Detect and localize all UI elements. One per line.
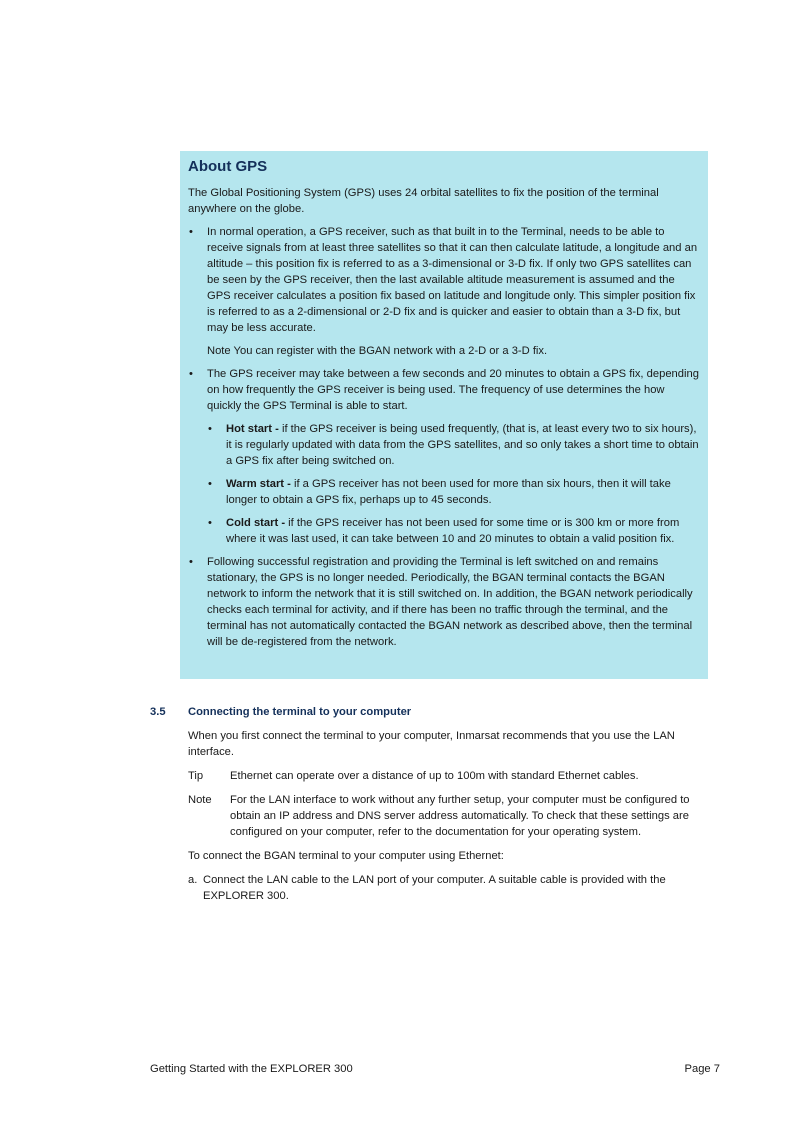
step-a-letter: a.	[188, 874, 198, 886]
sub-bullet-warm-start	[188, 476, 700, 508]
sub-bullet-text: if a GPS receiver has not been used for more than six hours, then it will take longer to obtain a GPS fix, perhaps up to 45 seconds.	[226, 478, 671, 506]
connect-intro	[188, 848, 720, 864]
sub-bullet-text: if the GPS receiver is being used frequently, (that is, at least every two to six hours), it is regularly updated with data from the GPS satellites, and so only takes a short time to obtain a GPS fix after being switched on.	[226, 423, 699, 467]
step-a-text: Connect the LAN cable to the LAN port of your computer. A suitable cable is provided with the EXPLORER 300.	[203, 874, 666, 902]
gps-bullet-3	[188, 554, 700, 650]
bullet-dot: •	[208, 517, 212, 529]
sub-bullet-label: Hot start -	[226, 423, 279, 435]
section-heading	[150, 704, 710, 720]
footer-doc-title: Getting Started with the EXPLORER 300	[150, 1063, 353, 1075]
gps-intro: The Global Positioning System (GPS) uses 24 orbital satellites to fix the position of the terminal anywhere on the globe.	[188, 187, 659, 215]
tip-row	[188, 768, 720, 784]
section-body	[188, 728, 720, 904]
bullet-dot: •	[208, 423, 212, 435]
tip-text: Ethernet can operate over a distance of up to 100m with standard Ethernet cables.	[230, 770, 639, 782]
gps-bullet-2-text: The GPS receiver may take between a few seconds and 20 minutes to obtain a GPS fix, depending on how frequently the GPS receiver is being used. The frequency of use determines the how quickly the GPS Terminal is able to start.	[207, 368, 699, 412]
gps-bullet-1	[188, 224, 700, 336]
section-intro-text: When you first connect the terminal to your computer, Inmarsat recommends that you use the LAN interface.	[188, 730, 675, 758]
bullet-dot: •	[208, 478, 212, 490]
gps-bullet-3-text: Following successful registration and providing the Terminal is left switched on and remains stationary, the GPS is no longer needed. Periodically, the BGAN terminal contacts the BGAN network to inform the network that it is still switched on. In addition, the BGAN network periodically checks each terminal for activity, and if there has been no traffic through the terminal, and the terminal has not automatically contacted the BGAN network as described above, then the terminal will be de-registered from the network.	[207, 556, 693, 648]
gps-bullet-1-note: Note You can register with the BGAN network with a 2-D or a 3-D fix.	[207, 345, 548, 357]
bullet-dot: •	[189, 368, 193, 380]
section-intro	[188, 728, 720, 760]
section-number: 3.5	[150, 706, 166, 718]
bullet-dot: •	[189, 226, 193, 238]
connect-intro-text: To connect the BGAN terminal to your computer using Ethernet:	[188, 850, 504, 862]
sub-bullet-label: Cold start -	[226, 517, 286, 529]
sub-bullet-label: Warm start -	[226, 478, 291, 490]
tip-label: Tip	[188, 770, 204, 782]
section-title: Connecting the terminal to your computer	[188, 706, 412, 718]
gps-bullet-2	[188, 366, 700, 414]
footer-page-number: Page 7	[684, 1063, 720, 1075]
note-row	[188, 792, 720, 840]
note-text: For the LAN interface to work without any further setup, your computer must be configured to obtain an IP address and DNS server address automatically. To check that these settings are configured on your computer, refer to the documentation for your operating system.	[230, 794, 690, 838]
sub-bullet-hot-start	[188, 421, 700, 469]
step-a	[188, 872, 720, 904]
sub-bullet-text: if the GPS receiver has not been used for some time or is 300 km or more from where it was last used, it can take between 10 and 20 minutes to obtain a valid position fix.	[226, 517, 680, 545]
gps-box-title: About GPS	[188, 158, 268, 175]
bullet-dot: •	[189, 556, 193, 568]
gps-bullet-1-text: In normal operation, a GPS receiver, such as that built in to the Terminal, needs to be able to receive signals from at least three satellites so that it can then calculate latitude, a longitude and an altitude – this position fix is referred to as a 3-dimensional or 3-D fix. If only two GPS satellites can be seen by the GPS receiver, then the last available altitude measurement is assumed and the GPS receiver calculates a position fix based on latitude and longitude only. This simpler position fix is referred to as a 2-dimensional or 2-D fix and is quicker and easier to obtain than a 3-D fix, but may be less accurate.	[207, 226, 698, 334]
note-label: Note	[188, 794, 212, 806]
sub-bullet-cold-start	[188, 515, 700, 547]
about-gps-box	[180, 151, 708, 679]
